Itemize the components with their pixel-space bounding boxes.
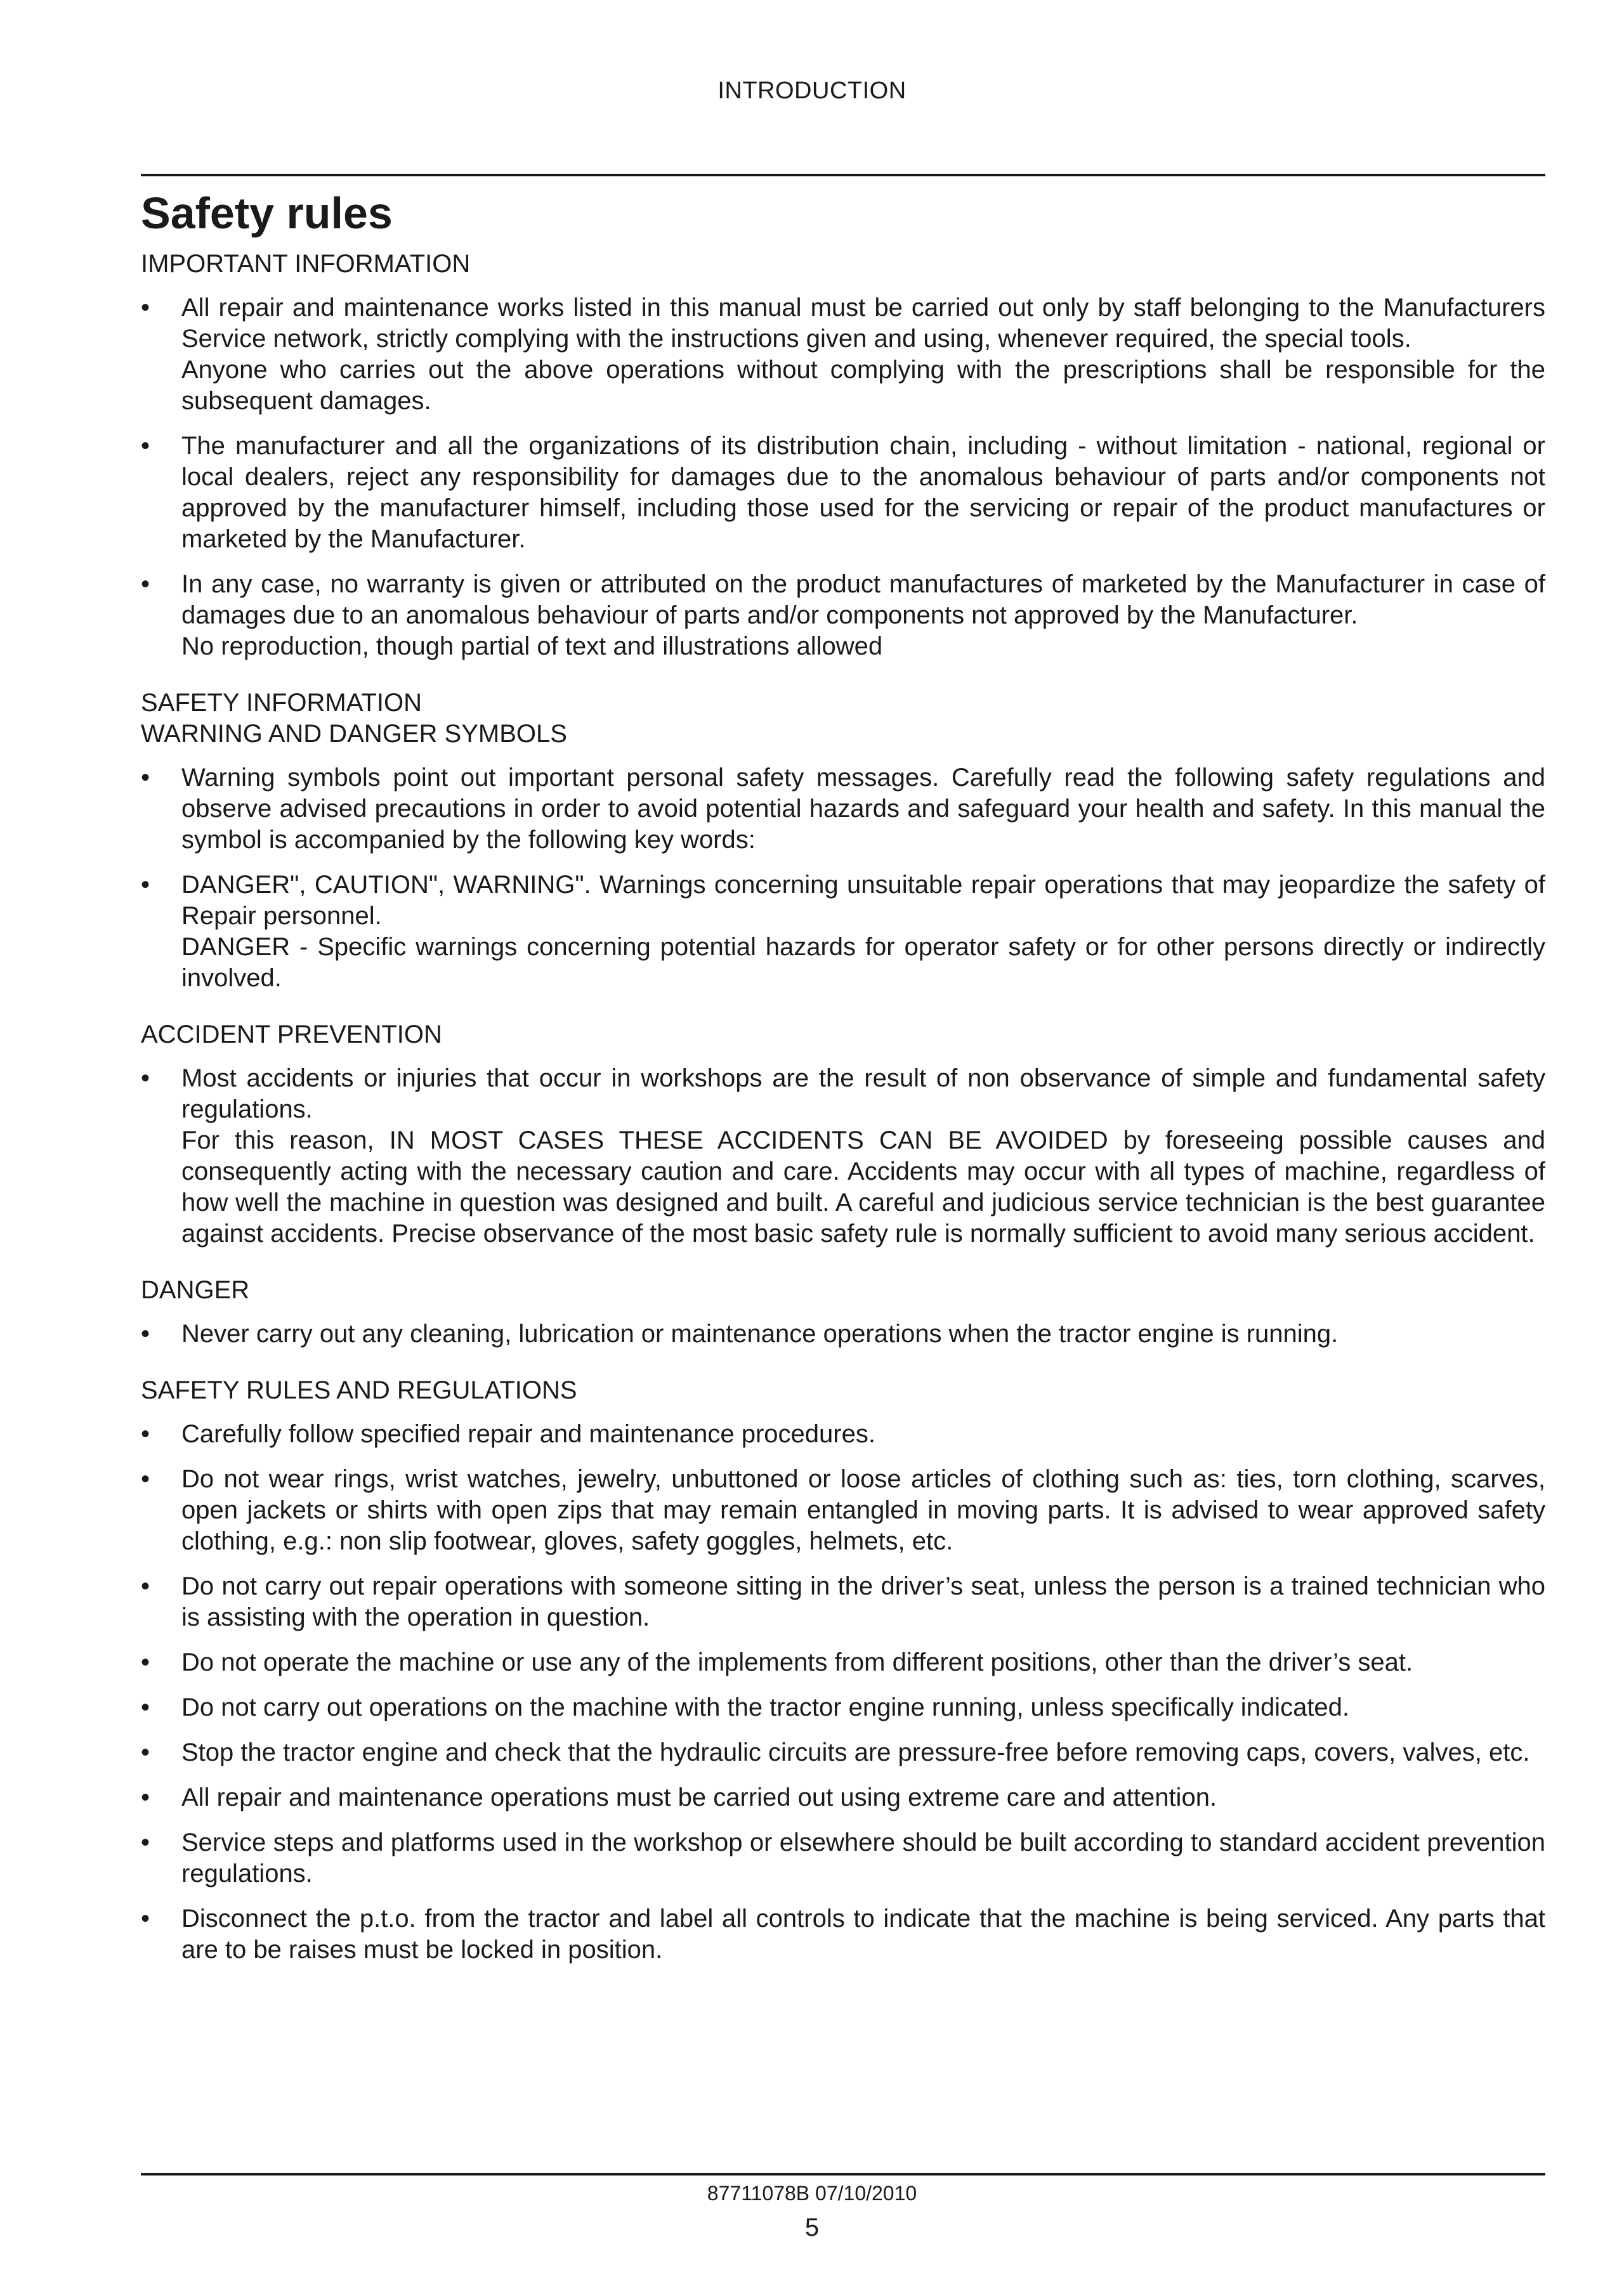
running-header: INTRODUCTION: [717, 77, 907, 104]
document-code: 87711078B 07/10/2010: [707, 2182, 917, 2205]
bullet-list: [141, 762, 1545, 994]
bullet-icon: •: [141, 1905, 150, 1933]
header-rule: [141, 174, 1545, 176]
bullet-item: [141, 1319, 1545, 1350]
section-heading: SAFETY RULES AND REGULATIONS: [141, 1376, 577, 1404]
bullet-text: Stop the tractor engine and check that the hydraulic circuits are pressure-free before removing caps, covers, valves, etc.: [181, 1738, 1530, 1766]
bullet-icon: •: [141, 1693, 150, 1721]
bullet-icon: •: [141, 1420, 150, 1448]
bullet-item: [141, 1571, 1545, 1633]
bullet-item: [141, 1063, 1545, 1249]
section-heading: WARNING AND DANGER SYMBOLS: [141, 720, 567, 748]
page-title: Safety rules: [141, 188, 393, 238]
bullet-icon: •: [141, 1465, 150, 1493]
bullet-icon: •: [141, 1320, 150, 1348]
bullet-list: [141, 292, 1545, 662]
bullet-item: [141, 1782, 1545, 1813]
section-heading: ACCIDENT PREVENTION: [141, 1021, 442, 1048]
bullet-text: Do not carry out operations on the machine with the tractor engine running, unless specifically indicated.: [181, 1693, 1350, 1721]
bullet-text: Do not carry out repair operations with someone sitting in the driver’s seat, unless the person is a trained technician who is assisting with the operation in question.: [181, 1572, 1545, 1631]
bullet-text: No reproduction, though partial of text and illustrations allowed: [181, 632, 883, 660]
bullet-text: Disconnect the p.t.o. from the tractor and label all controls to indicate that the machine is being serviced. Any parts that are to be raises must be locked in position.: [181, 1905, 1545, 1964]
footer-rule: [141, 2173, 1545, 2175]
page-content: [141, 178, 1545, 1980]
sections-container: [141, 249, 1545, 1966]
bullet-icon: •: [141, 1829, 150, 1856]
bullet-list: [141, 1419, 1545, 1966]
bullet-item: [141, 1464, 1545, 1557]
bullet-text: Never carry out any cleaning, lubrication or maintenance operations when the tractor engine is running.: [181, 1320, 1339, 1348]
bullet-item: [141, 1647, 1545, 1678]
bullet-item: [141, 431, 1545, 555]
bullet-item: [141, 1419, 1545, 1450]
bullet-item: [141, 569, 1545, 662]
bullet-text: DANGER", CAUTION", WARNING". Warnings concerning unsuitable repair operations that may jeopardize the safety of Repair personnel.: [181, 871, 1545, 930]
bullet-icon: •: [141, 871, 150, 899]
bullet-text: Anyone who carries out the above operations without complying with the prescriptions shall be responsible for the subsequent damages.: [181, 356, 1545, 415]
bullet-icon: •: [141, 570, 150, 598]
bullet-icon: •: [141, 1572, 150, 1600]
bullet-item: [141, 1903, 1545, 1966]
bullet-icon: •: [141, 432, 150, 460]
bullet-text: Carefully follow specified repair and maintenance procedures.: [181, 1420, 875, 1448]
bullet-item: [141, 762, 1545, 856]
bullet-text: DANGER - Specific warnings concerning potential hazards for operator safety or for other persons directly or indirectly involved.: [181, 933, 1545, 992]
bullet-icon: •: [141, 1648, 150, 1676]
bullet-list: [141, 1063, 1545, 1249]
bullet-item: [141, 1692, 1545, 1723]
bullet-text: All repair and maintenance works listed in this manual must be carried out only by staff belonging to the Manufacturers Service network, strictly complying with the instructions given and using, whenever required, the special tools.: [181, 294, 1545, 353]
bullet-icon: •: [141, 1064, 150, 1092]
bullet-text: The manufacturer and all the organizations of its distribution chain, including - without limitation - national, regional or local dealers, reject any responsibility for damages due to the anomalous behaviour of parts and/or components not approved by the manufacturer himself, including those used for the servicing or repair of the product manufactures or marketed by the Manufacturer.: [181, 432, 1545, 553]
bullet-text: In any case, no warranty is given or attributed on the product manufactures of marketed by the Manufacturer in case of damages due to an anomalous behaviour of parts and/or components not approved by the Manufacturer.: [181, 570, 1545, 629]
bullet-icon: •: [141, 764, 150, 792]
bullet-item: [141, 870, 1545, 994]
bullet-item: [141, 1827, 1545, 1889]
bullet-item: [141, 292, 1545, 417]
section-heading: DANGER: [141, 1276, 250, 1304]
bullet-text: Do not wear rings, wrist watches, jewelry, unbuttoned or loose articles of clothing such as: ties, torn clothing, scarves, open jackets or shirts with open zips that may remain entangled in moving parts. It is advised to wear approved safety clothing, e.g.: non slip footwear, gloves, safety goggles, helmets, etc.: [181, 1465, 1545, 1555]
bullet-icon: •: [141, 1738, 150, 1766]
bullet-text: All repair and maintenance operations must be carried out using extreme care and attention.: [181, 1784, 1217, 1811]
bullet-text: Do not operate the machine or use any of the implements from different positions, other than the driver’s seat.: [181, 1648, 1413, 1676]
bullet-item: [141, 1737, 1545, 1768]
bullet-list: [141, 1319, 1545, 1350]
bullet-icon: •: [141, 294, 150, 322]
bullet-text: Most accidents or injuries that occur in workshops are the result of non observance of simple and fundamental safety regulations.: [181, 1064, 1545, 1123]
bullet-text: Service steps and platforms used in the workshop or elsewhere should be built according to standard accident prevention regulations.: [181, 1829, 1545, 1888]
section-heading: SAFETY INFORMATION: [141, 689, 422, 717]
bullet-text: Warning symbols point out important personal safety messages. Carefully read the following safety regulations and observe advised precautions in order to avoid potential hazards and safeguard your health and safety. In this manual the symbol is accompanied by the following key words:: [181, 764, 1545, 854]
page-number: 5: [804, 2214, 820, 2241]
bullet-text: For this reason, IN MOST CASES THESE ACCIDENTS CAN BE AVOIDED by foreseeing possible causes and consequently acting with the necessary caution and care. Accidents may occur with all types of machine, regardless of how well the machine in question was designed and built. A careful and judicious service technician is the best guarantee against accidents. Precise observance of the most basic safety rule is normally sufficient to avoid many serious accident.: [181, 1126, 1545, 1248]
bullet-icon: •: [141, 1784, 150, 1811]
section-heading: IMPORTANT INFORMATION: [141, 250, 471, 278]
